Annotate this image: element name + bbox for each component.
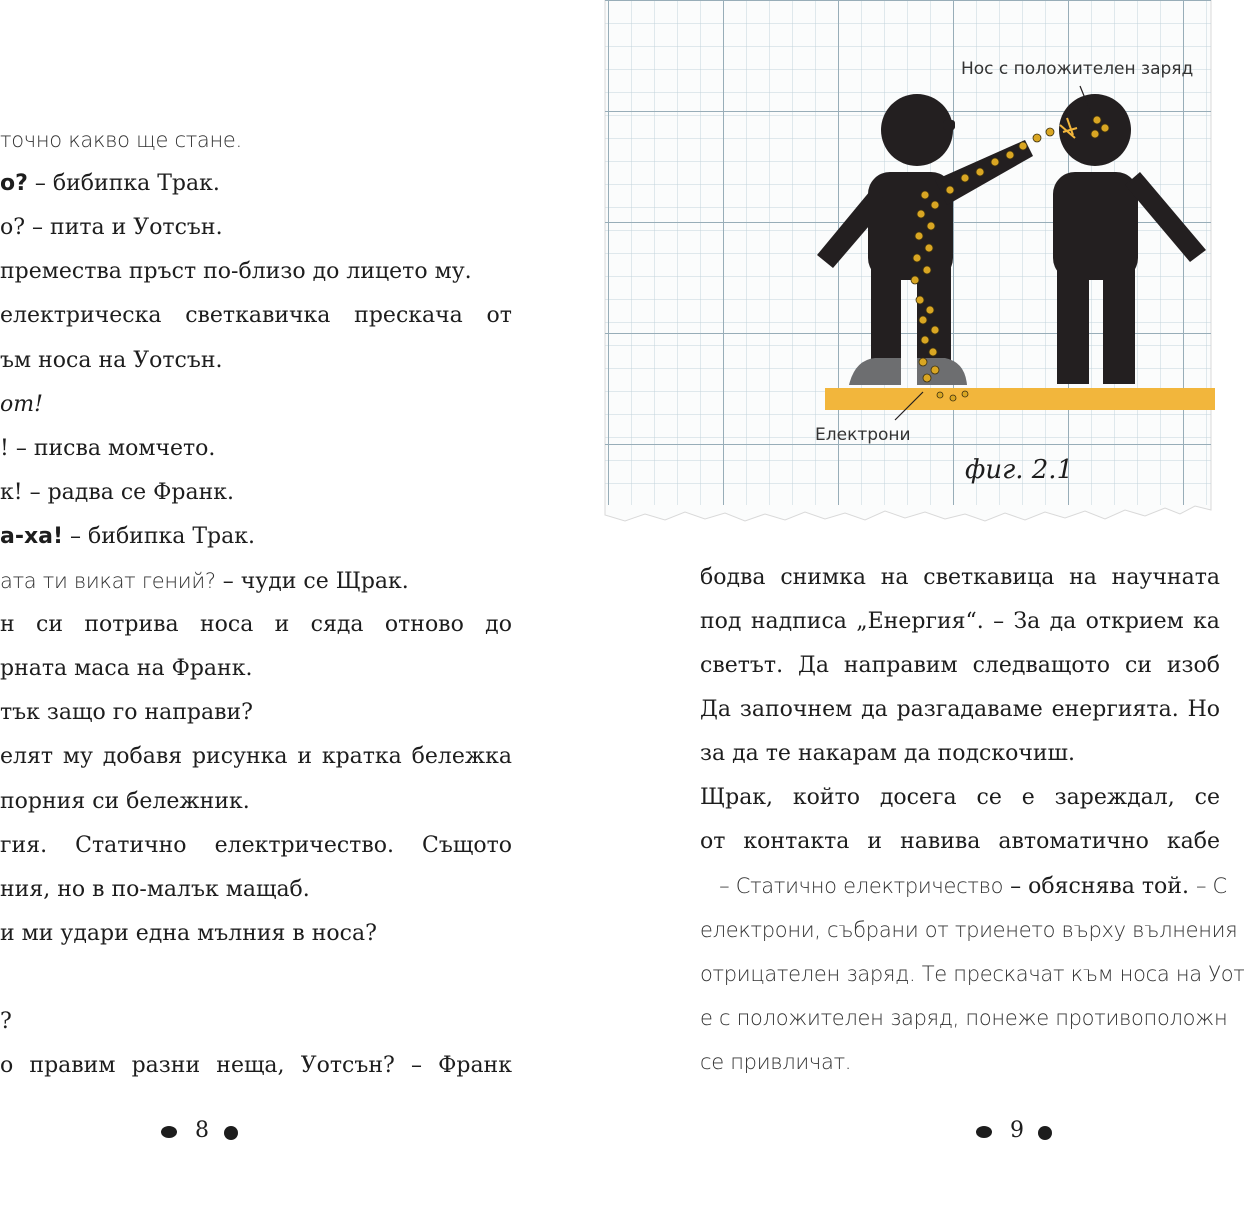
left-text-line <box>0 742 512 772</box>
word: се <box>1194 785 1220 810</box>
word: кабе <box>1166 829 1220 854</box>
word: гия. <box>0 832 48 858</box>
left-text-line <box>0 213 223 243</box>
word: – <box>410 1053 422 1079</box>
label-nose-positive: Нос с положителен заряд <box>961 59 1194 79</box>
left-text-line <box>0 831 512 861</box>
word: Същото <box>422 832 512 858</box>
text-run: рната маса на Франк. <box>0 656 253 682</box>
word: следващото <box>972 653 1111 678</box>
left-text-line <box>0 875 310 905</box>
right-text-line <box>700 1003 1227 1034</box>
left-text-line <box>0 169 220 199</box>
word: автоматично <box>998 829 1149 854</box>
left-text-line <box>0 257 472 287</box>
text-run: ния, но в по-малък мащаб. <box>0 876 310 902</box>
word: му <box>62 744 93 770</box>
word: о <box>0 1053 14 1079</box>
word: от <box>486 303 512 329</box>
text-run: – бибипка Трак. <box>27 171 220 197</box>
word: надписа <box>750 609 847 634</box>
right-text-line <box>700 607 1220 637</box>
word: Франк <box>438 1053 512 1079</box>
left-text-line <box>0 1051 512 1081</box>
left-text-line <box>0 1007 12 1037</box>
right-text-line <box>700 959 1244 990</box>
text-run: е с положителен заряд, понеже противоположн <box>700 1006 1228 1030</box>
word: си <box>36 612 63 638</box>
word: зареждал, <box>1054 785 1175 810</box>
left-text-line <box>0 610 512 640</box>
right-text-line <box>700 915 1237 946</box>
word: който <box>792 785 860 810</box>
text-run: ата ти викат гений? <box>0 569 216 593</box>
text-run: порния си бележник. <box>0 788 250 814</box>
word: За <box>1013 609 1041 634</box>
word: е <box>1021 785 1035 810</box>
word: да <box>1049 609 1077 634</box>
left-text-line <box>0 301 512 331</box>
word: на <box>880 565 909 590</box>
text-run: а-ха! <box>0 523 64 549</box>
floor-bar <box>825 388 1215 410</box>
word: снимка <box>780 565 866 590</box>
word: н <box>0 612 15 638</box>
word: се <box>976 785 1002 810</box>
word: Но <box>1187 697 1220 722</box>
text-run: електрони, събрани от триенето върху вълнения <box>700 918 1238 942</box>
word: неща, <box>216 1053 285 1079</box>
right-text-line <box>700 695 1220 725</box>
word: добавя <box>102 744 183 770</box>
page-ornament-right-icon <box>224 1126 238 1140</box>
word: Уотсън? <box>300 1053 395 1079</box>
word: бележка <box>411 744 512 770</box>
word: носа <box>199 612 254 638</box>
page-number-right: 9 <box>1010 1118 1024 1143</box>
word: електрическа <box>0 303 162 329</box>
word: сяда <box>310 612 364 638</box>
text-run: – бибипка Трак. <box>63 523 255 549</box>
word: прескача <box>354 303 463 329</box>
right-text-line <box>700 1047 851 1078</box>
figure-caption: фиг. 2.1 <box>965 455 1074 485</box>
text-run: от! <box>0 391 43 417</box>
word: правим <box>29 1053 116 1079</box>
word: научната <box>1111 565 1220 590</box>
text-run: ? <box>0 1009 12 1034</box>
left-text-line <box>0 434 215 464</box>
text-run: о? – пита и Уотсън. <box>0 215 223 241</box>
left-text-line <box>0 522 255 552</box>
left-page <box>0 0 605 1211</box>
word: Щрак, <box>700 785 774 810</box>
left-text-line <box>0 346 223 376</box>
word: електричество. <box>214 832 394 858</box>
word: разни <box>131 1053 201 1079</box>
word: разгадаваме <box>896 697 1043 722</box>
text-run: – С <box>1195 874 1227 898</box>
word: Да <box>797 653 829 678</box>
left-text-line <box>0 698 253 728</box>
right-text-line <box>700 739 1075 769</box>
word: на <box>1069 565 1097 590</box>
left-text-line <box>0 390 43 420</box>
word: изоб <box>1166 653 1220 678</box>
word: да <box>861 697 888 722</box>
label-electrons: Електрони <box>815 425 911 445</box>
word: започнем <box>739 697 853 722</box>
left-text-line <box>0 125 242 156</box>
word: навива <box>900 829 981 854</box>
right-text-line <box>700 651 1220 681</box>
page-ornament-left-icon <box>161 1126 177 1138</box>
right-text-line <box>700 827 1220 857</box>
text-run: премества пръст по-близо до лицето му. <box>0 259 472 285</box>
word: до <box>485 612 512 638</box>
left-text-line <box>0 478 234 508</box>
text-run: за да те накарам да подскочиш. <box>700 741 1075 766</box>
word: кратка <box>321 744 402 770</box>
right-text-line <box>700 563 1220 593</box>
left-text-line <box>0 566 409 597</box>
word: отново <box>384 612 464 638</box>
word: потрива <box>84 612 179 638</box>
text-run: отрицателен заряд. Те прескачат към носа на Уот <box>700 962 1244 986</box>
text-run: ъм носа на Уотсън. <box>0 347 223 373</box>
word: открием <box>1085 609 1184 634</box>
word: „Енергия“. <box>856 609 984 634</box>
word: светкавица <box>923 565 1055 590</box>
page-ornament-left-icon <box>976 1126 992 1138</box>
word: досега <box>879 785 957 810</box>
word: бодва <box>700 565 766 590</box>
text-run: о? <box>0 171 28 197</box>
figure-illustration <box>605 0 1211 550</box>
word: контакта <box>743 829 850 854</box>
right-text-line <box>700 783 1220 813</box>
page-number-left: 8 <box>195 1118 209 1143</box>
word: Да <box>700 697 732 722</box>
word: си <box>1124 653 1152 678</box>
word: рисунка <box>191 744 288 770</box>
word: елят <box>0 744 54 770</box>
left-text-line <box>0 919 377 949</box>
text-run: и ми удари една мълния в носа? <box>0 920 377 946</box>
word: ка <box>1193 609 1220 634</box>
text-run: – Статично електричество <box>700 874 1004 898</box>
word: под <box>700 609 742 634</box>
text-run: к! – радва се Франк. <box>0 479 235 505</box>
word: светкавичка <box>185 303 331 329</box>
text-run: се привличат. <box>700 1050 852 1074</box>
figure-static-electricity <box>605 0 1211 550</box>
word: Статично <box>75 832 187 858</box>
word: – <box>993 609 1005 634</box>
word: светът. <box>700 653 784 678</box>
word: направим <box>843 653 958 678</box>
word: от <box>700 829 726 854</box>
text-run: – чуди се Щрак. <box>215 569 409 594</box>
left-text-line <box>0 654 252 684</box>
word: и <box>867 829 883 854</box>
text-run: ! – писва момчето. <box>0 435 216 461</box>
text-run: точно какво ще стане. <box>0 128 242 152</box>
right-text-line <box>700 871 1227 902</box>
left-text-line <box>0 787 250 817</box>
text-run: – обяснява той. <box>1003 874 1196 899</box>
word: и <box>297 744 312 770</box>
word: и <box>274 612 290 638</box>
word: енергията. <box>1051 697 1179 722</box>
page-ornament-right-icon <box>1038 1126 1052 1140</box>
text-run: тък защо го направи? <box>0 700 253 726</box>
